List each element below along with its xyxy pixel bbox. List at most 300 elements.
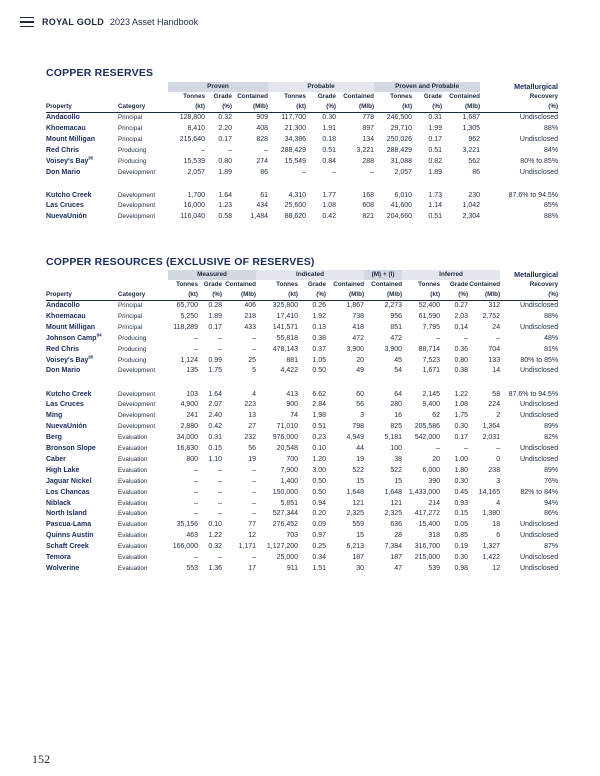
value-cell: 1,433,000 — [408, 488, 441, 496]
value-cell: 27 — [248, 423, 257, 431]
value-cell: 54 — [394, 367, 403, 375]
value-cell: 4,900 — [180, 401, 198, 409]
table-row — [46, 323, 558, 334]
table-row — [46, 422, 558, 433]
column-header: Contained — [469, 281, 501, 288]
property-name — [46, 201, 118, 212]
value-cell: 38 — [394, 455, 403, 463]
value-cell: 232 — [244, 434, 257, 442]
value-cell: 0.84 — [322, 157, 337, 165]
value-cell: 434 — [256, 202, 269, 210]
value-cell: 241 — [186, 412, 198, 420]
group-header: Measured — [168, 270, 256, 280]
value-cell: 274 — [256, 157, 269, 165]
value-cell: 103 — [186, 391, 198, 399]
property-name — [46, 553, 118, 564]
unit-header: (kt) — [268, 102, 306, 113]
property-label: Berg — [46, 434, 62, 442]
value-cell: 20 — [432, 455, 441, 463]
value-cell: 472 — [352, 334, 365, 342]
value-cell: 976,000 — [272, 434, 299, 442]
column-header: Grade — [423, 93, 443, 100]
value-cell: 3.00 — [312, 466, 327, 474]
column-header: Tonnes — [418, 281, 441, 288]
value-cell: 2,880 — [180, 423, 198, 431]
value-cell: 2.20 — [218, 124, 232, 132]
value-cell: 288 — [362, 157, 375, 165]
value-cell: – — [332, 168, 337, 176]
unit-header: (%) — [500, 290, 558, 301]
property-name — [46, 509, 118, 520]
category-cell: Evaluation — [118, 510, 148, 518]
property-name — [46, 564, 118, 575]
value-cell: 52,400 — [418, 302, 441, 309]
column-header: Contained — [237, 93, 269, 100]
value-cell: 2,057 — [187, 168, 205, 176]
unit-header: (%) — [412, 102, 442, 113]
value-cell: 280 — [390, 401, 403, 409]
value-cell: 417,272 — [414, 510, 441, 518]
column-header: Contained — [225, 281, 257, 288]
unit-header: (Mlb) — [364, 290, 402, 301]
value-cell: 64 — [394, 391, 403, 399]
property-name — [46, 301, 118, 312]
value-cell: 2,752 — [482, 312, 501, 320]
value-cell: Undisclosed — [519, 114, 559, 121]
value-cell: 100 — [390, 444, 403, 452]
value-cell: 3 — [360, 412, 365, 420]
value-cell: 800 — [186, 455, 198, 463]
value-cell: 4,422 — [280, 367, 299, 375]
value-cell: 1.14 — [428, 202, 443, 210]
value-cell: Undisclosed — [519, 412, 559, 420]
value-cell: 636 — [390, 521, 403, 529]
category-cell: Evaluation — [118, 532, 148, 540]
category-cell: Producing — [118, 157, 147, 165]
value-cell: 88,714 — [418, 345, 441, 353]
table-row — [46, 356, 558, 367]
value-cell: – — [194, 499, 198, 507]
value-cell: 2,304 — [462, 213, 481, 221]
value-cell: 1.00 — [454, 455, 469, 463]
footnote-ref: 85 — [88, 354, 94, 360]
value-cell: 1.73 — [428, 192, 443, 200]
property-name — [46, 455, 118, 466]
value-cell: 0.50 — [312, 477, 327, 485]
value-cell: 35,156 — [176, 521, 198, 529]
table-row — [46, 564, 558, 575]
value-cell: 1.23 — [218, 202, 232, 210]
property-label: Kutcho Creek — [46, 192, 92, 200]
value-cell: 20 — [356, 356, 365, 364]
value-cell: – — [194, 477, 198, 485]
unit-header: (%) — [440, 290, 468, 301]
value-cell: Undisclosed — [519, 444, 559, 452]
value-cell: 522 — [390, 466, 403, 474]
value-cell: – — [218, 466, 222, 474]
column-header: Tonnes — [276, 281, 299, 288]
value-cell: 250,026 — [386, 135, 413, 143]
property-name — [46, 444, 118, 455]
value-cell: – — [194, 510, 198, 518]
unit-header: (%) — [205, 102, 232, 113]
value-cell: 14,165 — [478, 488, 501, 496]
value-cell: 1.05 — [312, 356, 327, 364]
column-header: Tonnes — [284, 93, 307, 100]
unit-header: (kt) — [256, 290, 298, 301]
value-cell: 2,325 — [346, 510, 365, 518]
metallurgical-header: Metallurgical — [514, 82, 559, 91]
value-cell: 56 — [248, 444, 257, 452]
property-name — [46, 466, 118, 477]
value-cell: – — [264, 146, 269, 154]
value-cell: 85% — [544, 202, 559, 210]
value-cell: 0.42 — [208, 423, 222, 431]
value-cell: 1.22 — [208, 532, 222, 540]
category-cell: Development — [118, 213, 156, 221]
value-cell: 0.17 — [218, 135, 232, 143]
value-cell: 246,500 — [386, 114, 413, 121]
value-cell: 0.28 — [208, 302, 222, 309]
value-cell: 3,900 — [346, 345, 365, 353]
value-cell: 89% — [544, 423, 559, 431]
category-cell: Evaluation — [118, 466, 148, 474]
property-label: Niblack — [46, 499, 71, 507]
value-cell: 798 — [352, 423, 365, 431]
value-cell: 80% to 85% — [520, 157, 559, 165]
table-row — [46, 201, 558, 212]
value-cell: 1.36 — [208, 564, 222, 572]
value-cell: 29,710 — [390, 124, 413, 132]
value-cell: 527,344 — [272, 510, 299, 518]
value-cell: – — [228, 146, 232, 154]
property-label: Quinns Austin — [46, 532, 94, 540]
table-row — [46, 135, 558, 146]
value-cell: 703 — [286, 532, 299, 540]
menu-icon[interactable] — [20, 17, 34, 27]
group-header-row — [46, 82, 558, 92]
category-cell: Development — [118, 401, 156, 409]
value-cell: 0 — [496, 455, 501, 463]
value-cell: 1.92 — [312, 312, 327, 320]
value-cell: 0.10 — [312, 444, 327, 452]
value-cell: 559 — [352, 521, 365, 529]
table-row — [46, 334, 558, 345]
value-cell: 956 — [390, 312, 403, 320]
value-cell: 0.19 — [454, 543, 469, 551]
property-label: NuevaUnión — [46, 213, 87, 221]
category-cell: Principal — [118, 302, 143, 309]
value-cell: 88% — [544, 213, 559, 221]
property-name — [46, 212, 118, 223]
property-label: Johnson Camp — [46, 334, 97, 342]
value-cell: 1,171 — [238, 543, 257, 551]
value-cell: – — [436, 444, 441, 452]
value-cell: 89% — [544, 466, 559, 474]
value-cell: 316,700 — [414, 543, 441, 551]
value-cell: 900 — [286, 401, 299, 409]
value-cell: 2,031 — [482, 434, 501, 442]
value-cell: – — [464, 444, 469, 452]
property-label: Schaft Creek — [46, 543, 89, 551]
category-cell: Evaluation — [118, 455, 148, 463]
value-cell: 700 — [286, 455, 299, 463]
value-cell: 135 — [186, 367, 198, 375]
table-row — [46, 499, 558, 510]
value-cell: 2.84 — [312, 401, 327, 409]
value-cell: 4 — [252, 391, 257, 399]
value-cell: 7,523 — [422, 356, 441, 364]
recovery-header: Recovery — [529, 281, 559, 288]
value-cell: 76% — [544, 477, 559, 485]
unit-header: (%) — [198, 290, 222, 301]
value-cell: 542,000 — [414, 434, 441, 442]
value-cell: 1.80 — [454, 466, 469, 474]
value-cell: – — [252, 345, 257, 353]
value-cell: 0.93 — [454, 499, 469, 507]
value-cell: – — [436, 334, 441, 342]
table-row — [46, 433, 558, 444]
category-cell: Principal — [118, 312, 143, 320]
value-cell: Undisclosed — [519, 521, 559, 529]
property-name — [46, 356, 118, 367]
unit-header-row — [46, 102, 558, 113]
category-cell: Producing — [118, 334, 147, 342]
category-cell: Evaluation — [118, 477, 148, 485]
value-cell: 851 — [390, 323, 403, 331]
value-cell: – — [218, 345, 222, 353]
property-name — [46, 488, 118, 499]
value-cell: 60 — [356, 391, 365, 399]
value-cell: – — [302, 168, 307, 176]
value-cell: 218 — [244, 312, 257, 320]
value-cell: 166,000 — [172, 543, 198, 551]
value-cell: 0.98 — [454, 564, 469, 572]
footnote-ref: 85 — [88, 155, 94, 161]
value-cell: Undisclosed — [519, 554, 559, 562]
value-cell: 6,000 — [422, 466, 441, 474]
value-cell: 0.42 — [322, 213, 337, 221]
table-row — [46, 400, 558, 411]
value-cell: 150,000 — [272, 488, 299, 496]
property-label: Andacollo — [46, 302, 80, 309]
property-name — [46, 411, 118, 422]
value-cell: 608 — [362, 202, 375, 210]
value-cell: 141,571 — [272, 323, 299, 331]
value-cell: 312 — [488, 302, 501, 309]
property-name — [46, 135, 118, 146]
value-cell: 121 — [352, 499, 365, 507]
value-cell: 1,380 — [482, 510, 501, 518]
value-cell: 0.94 — [312, 499, 327, 507]
column-header: Tonnes — [176, 281, 198, 288]
value-cell: 86% — [544, 510, 559, 518]
property-label: Kutcho Creek — [46, 391, 92, 399]
value-cell: 6,213 — [346, 543, 365, 551]
column-header: Contained — [449, 93, 481, 100]
value-cell: 82% to 84% — [520, 488, 559, 496]
value-cell: 80% to 85% — [520, 356, 559, 364]
value-cell: 0.51 — [322, 146, 337, 154]
group-header-row — [46, 270, 558, 280]
value-cell: – — [252, 488, 257, 496]
column-header: Grade — [317, 93, 337, 100]
value-cell: 0.32 — [208, 543, 222, 551]
value-cell: – — [252, 334, 257, 342]
group-header: Inferred — [402, 270, 500, 280]
value-cell: 1.10 — [208, 455, 222, 463]
column-header: Tonnes — [390, 93, 413, 100]
property-label: Khoemacau — [46, 312, 86, 320]
value-cell: 17 — [248, 564, 257, 572]
value-cell: 1.64 — [208, 391, 222, 399]
value-cell: 821 — [362, 213, 375, 221]
value-cell: 71,010 — [276, 423, 299, 431]
value-cell: 4 — [496, 499, 501, 507]
value-cell: 1,422 — [482, 554, 501, 562]
property-name — [46, 113, 118, 124]
value-cell: 553 — [186, 564, 198, 572]
value-cell: 2,273 — [384, 302, 403, 309]
unit-header: (kt) — [374, 102, 412, 113]
value-cell: 1,648 — [346, 488, 365, 496]
page-number: 152 — [32, 752, 50, 766]
value-cell: 30 — [356, 564, 365, 572]
value-cell: 56 — [356, 401, 365, 409]
column-header: Grade — [203, 281, 222, 288]
copper-resources-table — [46, 270, 558, 575]
property-name — [46, 377, 118, 400]
table-row — [46, 531, 558, 542]
category-cell: Development — [118, 412, 156, 420]
property-name — [46, 334, 118, 345]
category-cell: Principal — [118, 124, 143, 132]
property-label: Mount Milligan — [46, 135, 95, 143]
column-header: Grade — [307, 281, 327, 288]
value-cell: 0.31 — [428, 114, 443, 121]
value-cell: 0.34 — [312, 554, 327, 562]
value-cell: 1.89 — [428, 168, 443, 176]
value-cell: 0.15 — [454, 510, 469, 518]
value-cell: 1,400 — [280, 477, 299, 485]
value-cell: 65,700 — [176, 302, 198, 309]
group-header: (M) + (I) — [364, 270, 402, 280]
table-row — [46, 553, 558, 564]
value-cell: 9,400 — [422, 401, 441, 409]
category-cell: Development — [118, 192, 156, 200]
property-label: Las Cruces — [46, 202, 84, 210]
property-label: Las Cruces — [46, 401, 84, 409]
value-cell: 19 — [248, 455, 257, 463]
value-cell: Undisclosed — [519, 564, 559, 572]
value-cell: 1,127,200 — [266, 543, 299, 551]
value-cell: 87.6% to 94.5% — [508, 391, 559, 399]
property-label: Red Chris — [46, 146, 80, 154]
unit-header: (kt) — [168, 102, 205, 113]
value-cell: 168 — [362, 192, 375, 200]
value-cell: 0.36 — [454, 345, 469, 353]
value-cell: 74 — [290, 412, 299, 420]
value-cell: 3,900 — [384, 345, 403, 353]
value-cell: 463 — [186, 532, 198, 540]
column-header-row — [46, 92, 558, 102]
value-cell: 897 — [362, 124, 375, 132]
value-cell: 1.22 — [454, 391, 469, 399]
value-cell: 5,851 — [280, 499, 299, 507]
value-cell: – — [370, 168, 375, 176]
property-label: Voisey's Bay — [46, 356, 89, 364]
table-row — [46, 366, 558, 377]
property-label: High Lake — [46, 466, 80, 474]
value-cell: 41,600 — [390, 202, 413, 210]
category-cell: Evaluation — [118, 488, 148, 496]
group-header: Proven and Probable — [374, 82, 480, 92]
table-row — [46, 212, 558, 223]
value-cell: – — [194, 554, 198, 562]
value-cell: 118,289 — [173, 323, 198, 331]
value-cell: 87.6% to 94.5% — [508, 192, 559, 200]
value-cell: – — [496, 444, 501, 452]
property-label: Don Mario — [46, 367, 81, 375]
value-cell: 224 — [488, 401, 501, 409]
value-cell: 0.18 — [322, 135, 337, 143]
value-cell: 24 — [492, 323, 501, 331]
document-title: 2023 Asset Handbook — [110, 17, 199, 27]
value-cell: Undisclosed — [519, 401, 559, 409]
value-cell: 205,586 — [414, 423, 441, 431]
value-cell: 390 — [428, 477, 441, 485]
property-label: Don Mario — [46, 168, 81, 176]
value-cell: 2.40 — [208, 412, 222, 420]
spacer-cell — [46, 92, 168, 102]
property-name — [46, 531, 118, 542]
value-cell: 20,548 — [276, 444, 299, 452]
value-cell: 86 — [260, 168, 269, 176]
value-cell: 77 — [248, 521, 257, 529]
value-cell: 15,539 — [183, 157, 205, 165]
property-label: Jaguar Nickel — [46, 477, 92, 485]
value-cell: 1,042 — [462, 202, 481, 210]
value-cell: 87% — [544, 543, 559, 551]
property-name — [46, 422, 118, 433]
value-cell: 88,620 — [284, 213, 307, 221]
table-row — [46, 168, 558, 179]
table-row — [46, 124, 558, 135]
value-cell: 31,088 — [390, 157, 413, 165]
value-cell: 21,300 — [284, 124, 307, 132]
property-name — [46, 433, 118, 444]
value-cell: 1.08 — [454, 401, 469, 409]
reserves-title: COPPER RESERVES — [46, 67, 154, 79]
table-row — [46, 488, 558, 499]
value-cell: Undisclosed — [519, 302, 559, 309]
value-cell: 825 — [390, 423, 403, 431]
value-cell: 0.85 — [454, 532, 469, 540]
table-row — [46, 301, 558, 312]
spacer-cell — [46, 82, 168, 92]
property-name — [46, 345, 118, 356]
category-cell: Principal — [118, 323, 143, 331]
property-label: Caber — [46, 455, 66, 463]
value-cell: 16,830 — [176, 444, 198, 452]
value-cell: 0.38 — [312, 334, 327, 342]
property-name — [46, 312, 118, 323]
unit-header: (kt) — [168, 290, 198, 301]
value-cell: – — [218, 499, 222, 507]
value-cell: 88% — [544, 124, 559, 132]
value-cell: 81% — [544, 345, 559, 353]
value-cell: 48% — [544, 334, 559, 342]
